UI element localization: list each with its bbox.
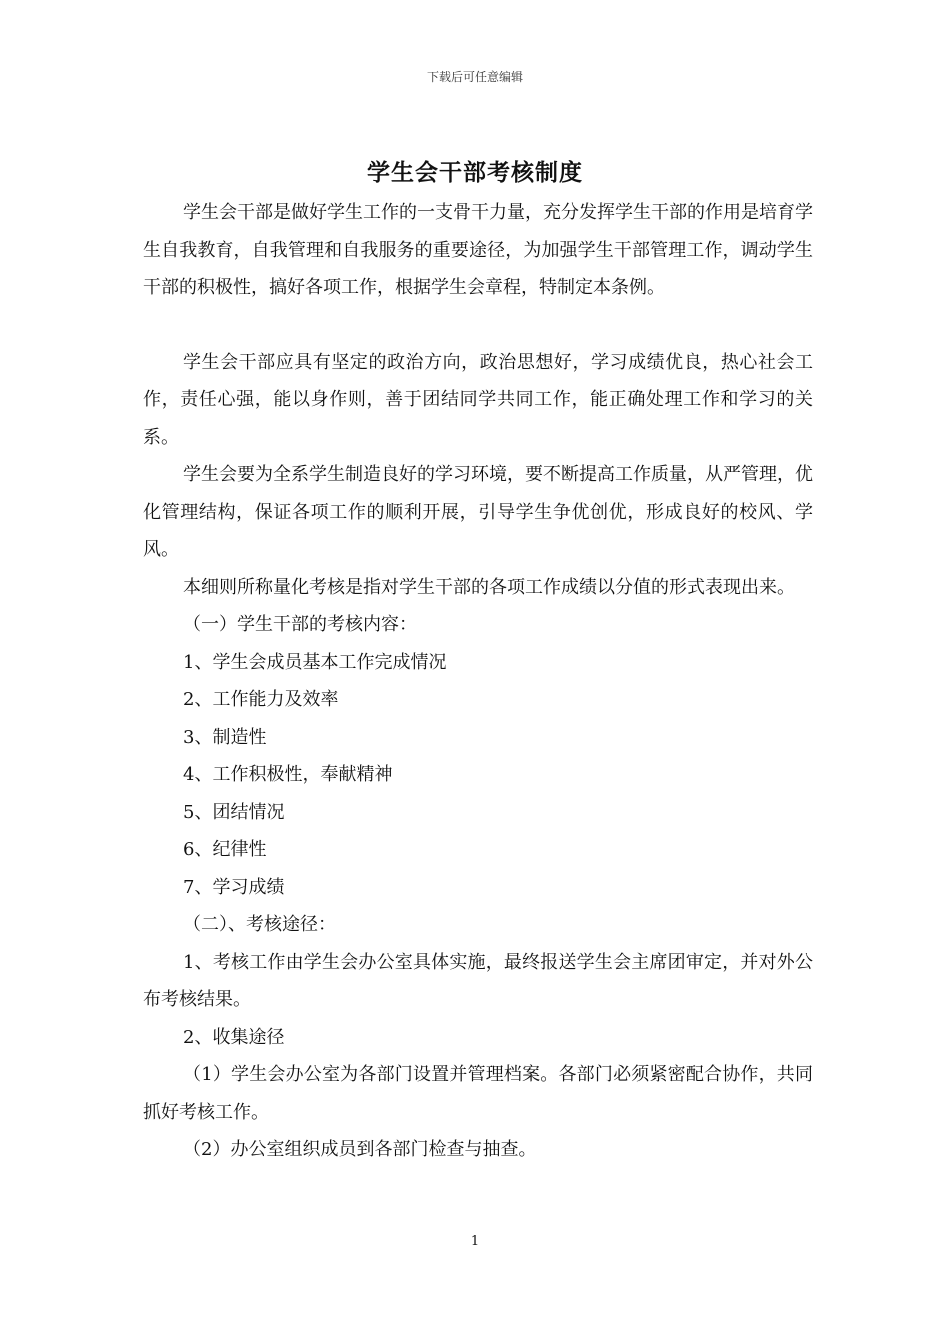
list-item: 6、纪律性	[183, 839, 267, 860]
header-note: 下载后可任意编辑	[426, 70, 523, 84]
document-body	[143, 194, 813, 1169]
list-item: 2、收集途径	[183, 1026, 285, 1048]
paragraph: 学生会干部是做好学生工作的一支骨干力量，充分发挥学生干部的作用是培育学生自我教育，自我管理和自我服务的重要途径，为加强学生干部管理工作，调动学生干部的积极性，搞好各项工作，根据学生会章程，特制定本条例。	[143, 202, 813, 298]
section-heading: （二）、考核途径：	[183, 914, 336, 935]
paragraph: （1）学生会办公室为各部门设置并管理档案。各部门必须紧密配合协作，共同抓好考核工作。	[143, 1064, 813, 1123]
list-item: 4、工作积极性，奉献精神	[183, 764, 393, 785]
document-title: 学生会干部考核制度	[367, 159, 583, 186]
paragraph: 本细则所称量化考核是指对学生干部的各项工作成绩以分值的形式表现出来。	[183, 576, 795, 598]
page-number: 1	[470, 1234, 480, 1249]
paragraph: 1、考核工作由学生会办公室具体实施，最终报送学生会主席团审定，并对外公布考核结果。	[143, 951, 813, 1010]
list-item: 2、工作能力及效率	[183, 689, 339, 710]
list-item: 7、学习成绩	[183, 876, 285, 898]
paragraph: 学生会干部应具有坚定的政治方向，政治思想好，学习成绩优良，热心社会工作，责任心强，能以身作则，善于团结同学共同工作，能正确处理工作和学习的关系。	[143, 351, 813, 448]
list-item: 3、制造性	[183, 726, 267, 748]
blank-line	[143, 307, 813, 344]
list-item: 5、团结情况	[183, 801, 285, 823]
paragraph: 学生会要为全系学生制造良好的学习环境，要不断提高工作质量，从严管理，优化管理结构，保证各项工作的顺利开展，引导学生争优创优，形成良好的校风、学风。	[143, 464, 813, 560]
section-heading: （一）学生干部的考核内容：	[183, 614, 417, 635]
list-item: （2）办公室组织成员到各部门检查与抽查。	[183, 1139, 537, 1160]
list-item: 1、学生会成员基本工作完成情况	[183, 651, 447, 673]
